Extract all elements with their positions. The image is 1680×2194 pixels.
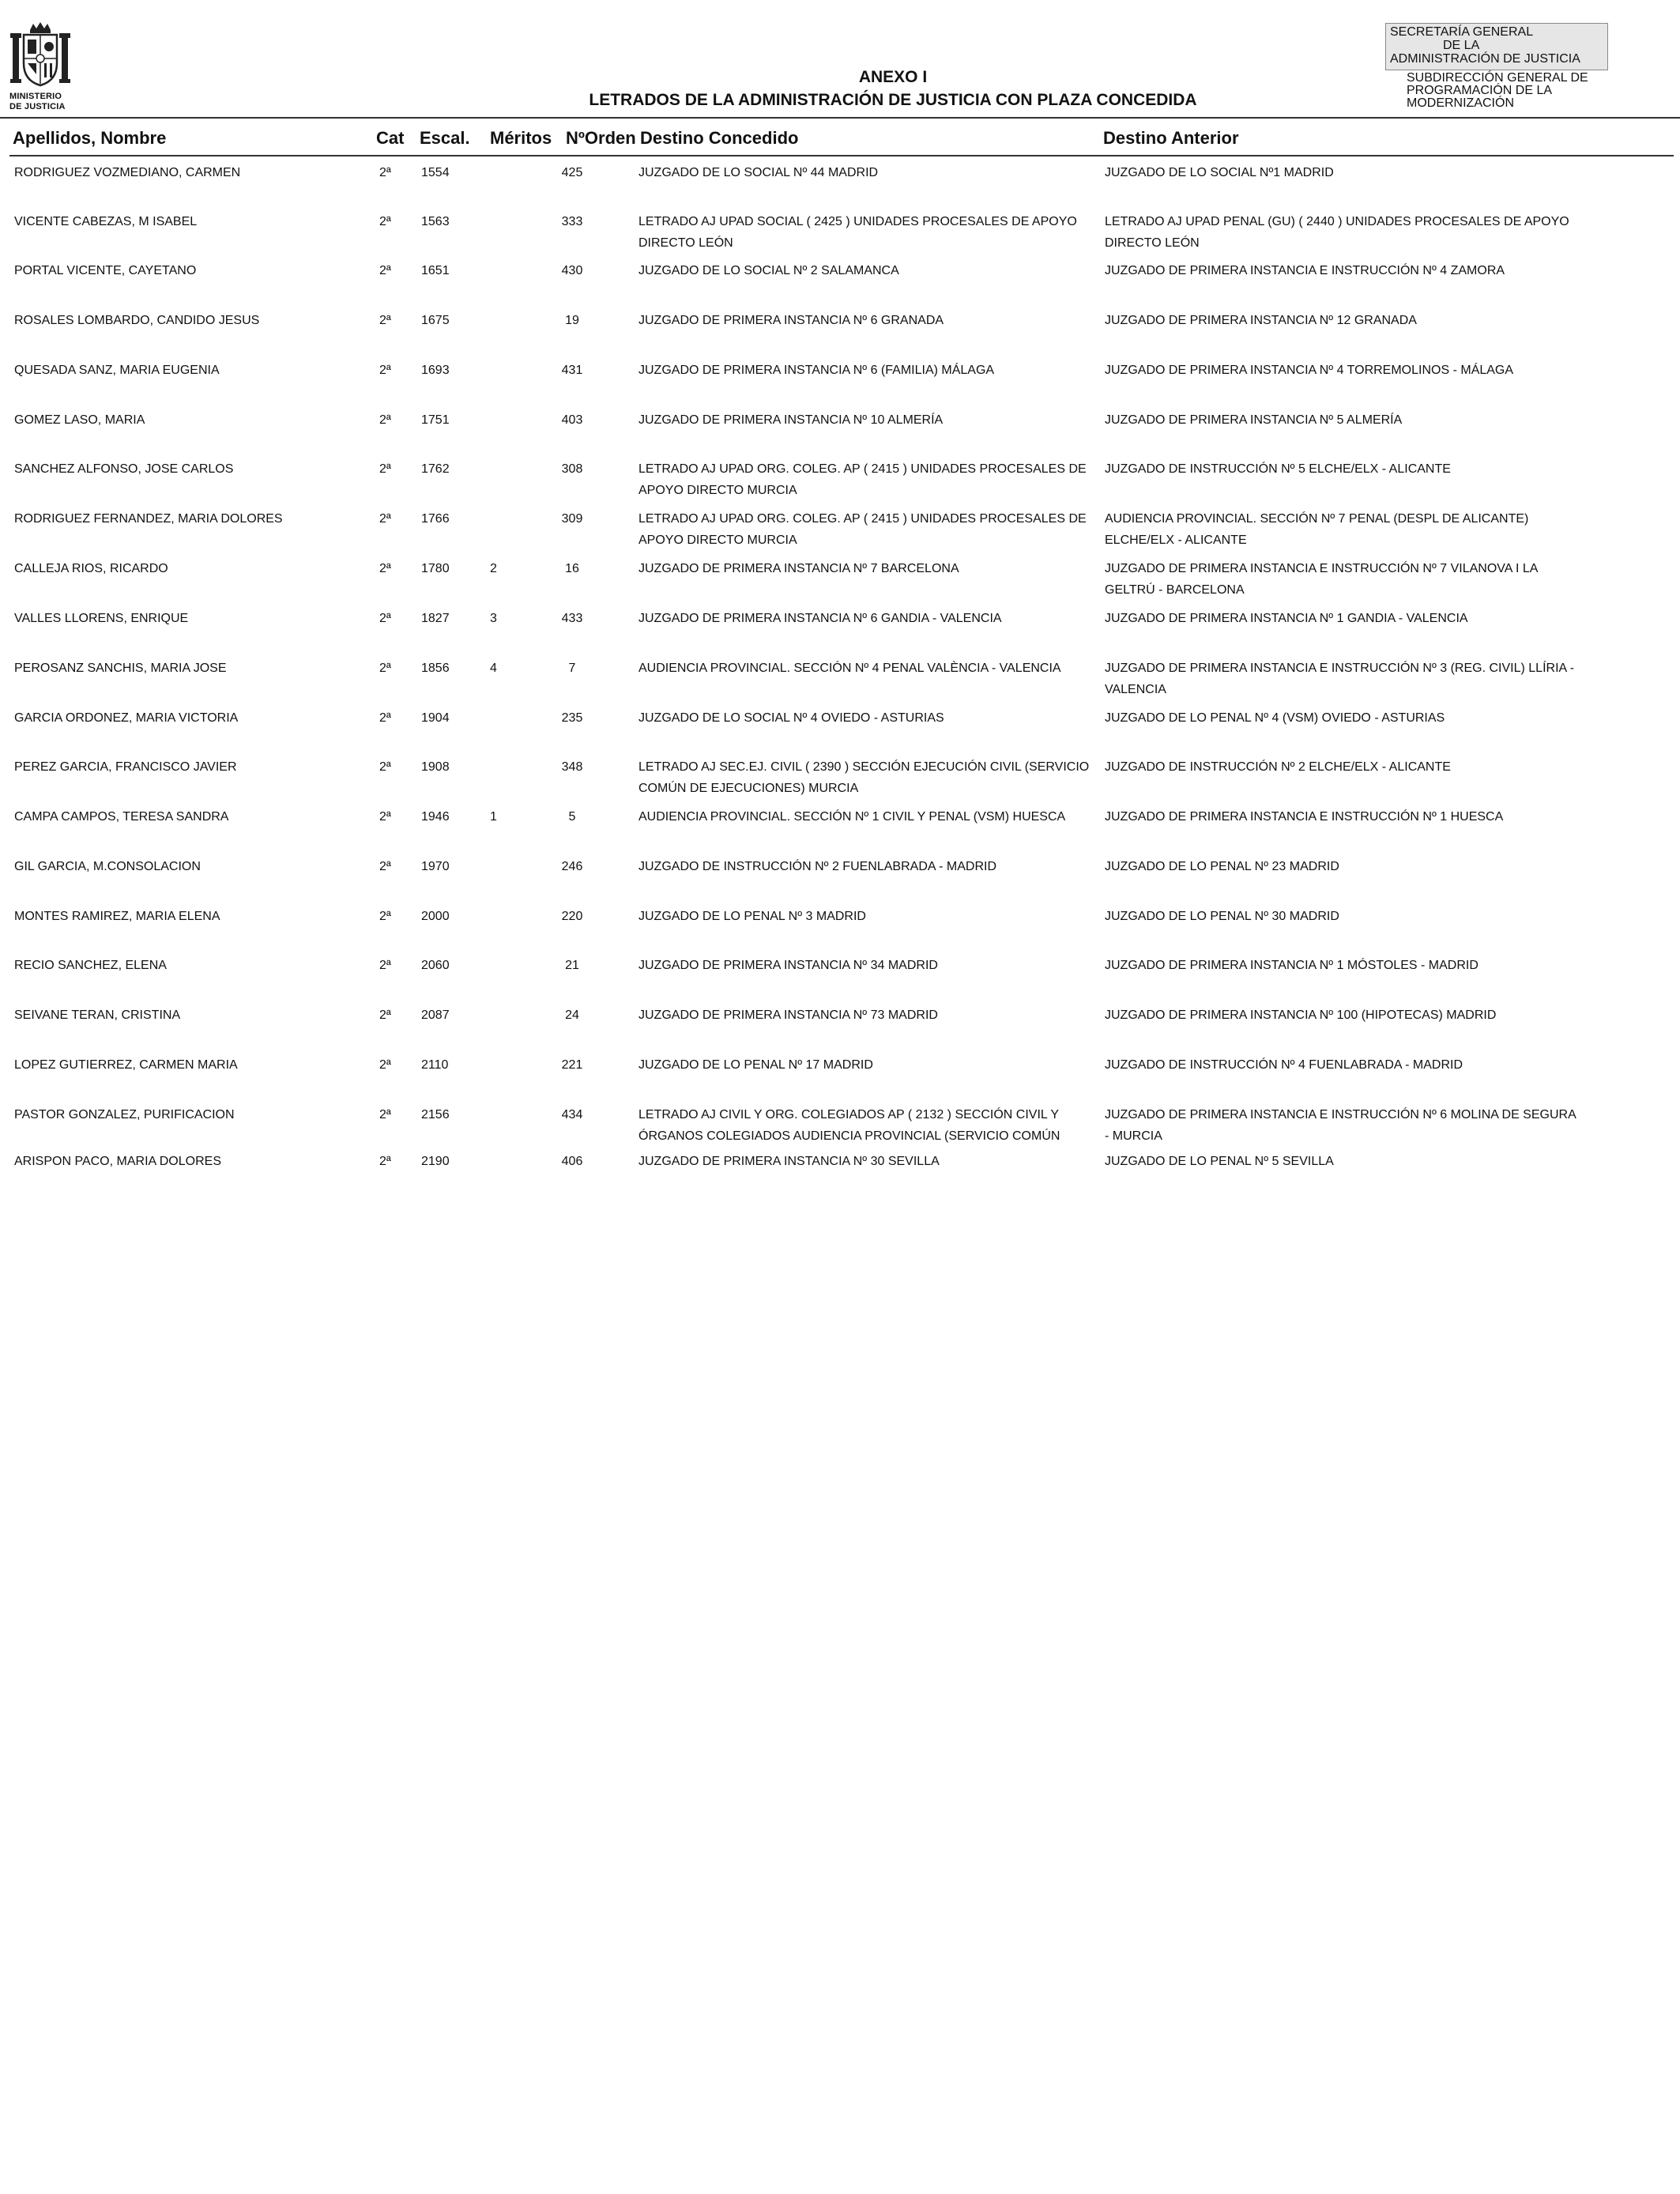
- table-row: [0, 906, 1680, 953]
- row-orden: 406: [561, 1155, 583, 1168]
- table-row: [0, 360, 1680, 407]
- row-anterior: JUZGADO DE PRIMERA INSTANCIA E INSTRUCCIÓN Nº 6 MOLINA DE SEGURA - MURCIA: [1105, 1108, 1576, 1143]
- row-cat: 2ª: [379, 413, 391, 427]
- row-escal: 1856: [421, 662, 450, 675]
- row-anterior: JUZGADO DE PRIMERA INSTANCIA E INSTRUCCIÓN Nº 7 VILANOVA I LA GELTRÚ - BARCELONA: [1105, 562, 1538, 597]
- row-cat: 2ª: [379, 1058, 391, 1072]
- table-row: [0, 1104, 1680, 1152]
- row-orden: 24: [565, 1008, 579, 1022]
- row-anterior: JUZGADO DE LO PENAL Nº 30 MADRID: [1105, 910, 1339, 923]
- row-cat: 2ª: [379, 512, 391, 526]
- row-name: GOMEZ LASO, MARIA: [14, 413, 145, 427]
- row-destino: JUZGADO DE LO SOCIAL Nº 4 OVIEDO - ASTURIAS: [638, 711, 944, 725]
- col-header-anterior: Destino Anterior: [1103, 128, 1239, 148]
- row-orden: 308: [561, 462, 583, 476]
- row-escal: 1827: [421, 612, 450, 625]
- table-row: [0, 1054, 1680, 1102]
- row-anterior: JUZGADO DE LO SOCIAL Nº1 MADRID: [1105, 166, 1334, 179]
- row-cat: 2ª: [379, 562, 391, 575]
- row-anterior: JUZGADO DE PRIMERA INSTANCIA Nº 12 GRANADA: [1105, 314, 1417, 327]
- row-destino: JUZGADO DE LO PENAL Nº 3 MADRID: [638, 910, 866, 923]
- row-cat: 2ª: [379, 1108, 391, 1122]
- row-name: RECIO SANCHEZ, ELENA: [14, 959, 167, 972]
- row-name: VALLES LLORENS, ENRIQUE: [14, 612, 189, 625]
- row-name: PEROSANZ SANCHIS, MARIA JOSE: [14, 662, 227, 675]
- row-anterior: JUZGADO DE PRIMERA INSTANCIA E INSTRUCCIÓN Nº 4 ZAMORA: [1105, 264, 1505, 277]
- col-header-escal: Escal.: [420, 128, 470, 148]
- row-name: RODRIGUEZ FERNANDEZ, MARIA DOLORES: [14, 512, 283, 526]
- row-cat: 2ª: [379, 860, 391, 873]
- row-destino: JUZGADO DE LO SOCIAL Nº 2 SALAMANCA: [638, 264, 899, 277]
- secretaria-line2: DE LA: [1443, 39, 1480, 52]
- row-name: SANCHEZ ALFONSO, JOSE CARLOS: [14, 462, 234, 476]
- document-title: LETRADOS DE LA ADMINISTRACIÓN DE JUSTICIA CON PLAZA CONCEDIDA: [589, 91, 1197, 109]
- row-cat: 2ª: [379, 711, 391, 725]
- row-escal: 2110: [421, 1058, 449, 1072]
- table-row: [0, 608, 1680, 655]
- row-destino: JUZGADO DE PRIMERA INSTANCIA Nº 6 GRANADA: [638, 314, 944, 327]
- table-row: [0, 1151, 1680, 1198]
- row-orden: 348: [561, 760, 583, 774]
- table-row: [0, 806, 1680, 854]
- row-meritos: 3: [490, 612, 497, 625]
- row-escal: 2087: [421, 1008, 450, 1022]
- row-anterior: JUZGADO DE PRIMERA INSTANCIA Nº 1 GANDIA - VALENCIA: [1105, 612, 1468, 625]
- row-name: PEREZ GARCIA, FRANCISCO JAVIER: [14, 760, 237, 774]
- row-escal: 1766: [421, 512, 450, 526]
- row-cat: 2ª: [379, 662, 391, 675]
- col-header-meritos: Méritos: [490, 128, 552, 148]
- row-escal: 1554: [421, 166, 450, 179]
- row-name: GIL GARCIA, M.CONSOLACION: [14, 860, 201, 873]
- table-row: [0, 955, 1680, 1002]
- row-orden: 16: [565, 562, 579, 575]
- row-name: PASTOR GONZALEZ, PURIFICACION: [14, 1108, 235, 1122]
- row-orden: 221: [561, 1058, 583, 1072]
- row-orden: 431: [561, 364, 583, 377]
- row-escal: 1675: [421, 314, 450, 327]
- row-destino: LETRADO AJ UPAD SOCIAL ( 2425 ) UNIDADES PROCESALES DE APOYO DIRECTO LEÓN: [638, 215, 1077, 250]
- row-escal: 2000: [421, 910, 450, 923]
- row-escal: 1651: [421, 264, 450, 277]
- row-orden: 403: [561, 413, 583, 427]
- row-escal: 1970: [421, 860, 450, 873]
- row-anterior: JUZGADO DE PRIMERA INSTANCIA Nº 4 TORREMOLINOS - MÁLAGA: [1105, 364, 1514, 377]
- secretaria-box: [1385, 23, 1608, 70]
- row-escal: 1563: [421, 215, 450, 228]
- header-divider: [0, 117, 1680, 119]
- row-name: CAMPA CAMPOS, TERESA SANDRA: [14, 810, 229, 824]
- table-row: [0, 508, 1680, 556]
- row-escal: 2156: [421, 1108, 450, 1122]
- row-destino: JUZGADO DE INSTRUCCIÓN Nº 2 FUENLABRADA - MADRID: [638, 860, 996, 873]
- row-name: RODRIGUEZ VOZMEDIANO, CARMEN: [14, 166, 241, 179]
- row-destino: JUZGADO DE PRIMERA INSTANCIA Nº 7 BARCELONA: [638, 562, 959, 575]
- row-destino: LETRADO AJ UPAD ORG. COLEG. AP ( 2415 ) UNIDADES PROCESALES DE APOYO DIRECTO MURCIA: [638, 512, 1087, 547]
- row-orden: 7: [568, 662, 576, 675]
- row-destino: JUZGADO DE PRIMERA INSTANCIA Nº 34 MADRID: [638, 959, 938, 972]
- row-destino: JUZGADO DE PRIMERA INSTANCIA Nº 6 GANDIA - VALENCIA: [638, 612, 1002, 625]
- row-destino: JUZGADO DE PRIMERA INSTANCIA Nº 6 (FAMILIA) MÁLAGA: [638, 364, 995, 377]
- row-destino: AUDIENCIA PROVINCIAL. SECCIÓN Nº 1 CIVIL Y PENAL (VSM) HUESCA: [638, 810, 1066, 824]
- row-escal: 2060: [421, 959, 450, 972]
- annex-title: ANEXO I: [858, 68, 928, 86]
- row-orden: 220: [561, 910, 583, 923]
- table-row: [0, 558, 1680, 605]
- row-cat: 2ª: [379, 1155, 391, 1168]
- table-row: [0, 162, 1680, 209]
- row-cat: 2ª: [379, 314, 391, 327]
- row-anterior: JUZGADO DE LO PENAL Nº 4 (VSM) OVIEDO - ASTURIAS: [1105, 711, 1445, 725]
- logo-text-line2: DE JUSTICIA: [9, 102, 66, 111]
- logo-text-line1: MINISTERIO: [9, 92, 62, 101]
- row-destino: JUZGADO DE LO SOCIAL Nº 44 MADRID: [638, 166, 879, 179]
- row-anterior: JUZGADO DE INSTRUCCIÓN Nº 5 ELCHE/ELX - ALICANTE: [1105, 462, 1451, 476]
- row-cat: 2ª: [379, 959, 391, 972]
- column-header-divider: [9, 155, 1674, 156]
- row-cat: 2ª: [379, 462, 391, 476]
- row-anterior: JUZGADO DE INSTRUCCIÓN Nº 2 ELCHE/ELX - ALICANTE: [1105, 760, 1451, 774]
- subdireccion-line2: PROGRAMACIÓN DE LA: [1407, 84, 1553, 97]
- row-cat: 2ª: [379, 760, 391, 774]
- row-name: LOPEZ GUTIERREZ, CARMEN MARIA: [14, 1058, 238, 1072]
- row-name: GARCIA ORDONEZ, MARIA VICTORIA: [14, 711, 239, 725]
- col-header-orden: NºOrden: [566, 128, 636, 148]
- row-destino: JUZGADO DE PRIMERA INSTANCIA Nº 73 MADRID: [638, 1008, 938, 1022]
- table-row: [0, 658, 1680, 705]
- row-anterior: JUZGADO DE PRIMERA INSTANCIA E INSTRUCCIÓN Nº 1 HUESCA: [1105, 810, 1504, 824]
- row-orden: 425: [561, 166, 583, 179]
- row-anterior: JUZGADO DE PRIMERA INSTANCIA Nº 1 MÓSTOLES - MADRID: [1105, 959, 1478, 972]
- secretaria-line1: SECRETARÍA GENERAL: [1390, 25, 1534, 39]
- table-row: [0, 409, 1680, 457]
- subdireccion-line1: SUBDIRECCIÓN GENERAL DE: [1407, 71, 1588, 85]
- row-meritos: 4: [490, 662, 497, 675]
- table-row: [0, 1005, 1680, 1052]
- row-name: CALLEJA RIOS, RICARDO: [14, 562, 168, 575]
- row-name: ARISPON PACO, MARIA DOLORES: [14, 1155, 221, 1168]
- row-cat: 2ª: [379, 264, 391, 277]
- row-anterior: JUZGADO DE INSTRUCCIÓN Nº 4 FUENLABRADA - MADRID: [1105, 1058, 1463, 1072]
- row-anterior: JUZGADO DE PRIMERA INSTANCIA Nº 100 (HIPOTECAS) MADRID: [1105, 1008, 1497, 1022]
- row-name: ROSALES LOMBARDO, CANDIDO JESUS: [14, 314, 260, 327]
- table-row: [0, 707, 1680, 755]
- row-name: SEIVANE TERAN, CRISTINA: [14, 1008, 181, 1022]
- row-meritos: 2: [490, 562, 497, 575]
- row-cat: 2ª: [379, 364, 391, 377]
- row-escal: 1908: [421, 760, 450, 774]
- row-destino: JUZGADO DE LO PENAL Nº 17 MADRID: [638, 1058, 873, 1072]
- row-orden: 434: [561, 1108, 583, 1122]
- row-escal: 1904: [421, 711, 450, 725]
- row-orden: 430: [561, 264, 583, 277]
- row-anterior: JUZGADO DE LO PENAL Nº 5 SEVILLA: [1105, 1155, 1334, 1168]
- row-cat: 2ª: [379, 810, 391, 824]
- secretaria-line3: ADMINISTRACIÓN DE JUSTICIA: [1390, 52, 1580, 66]
- table-row: [0, 458, 1680, 506]
- row-orden: 433: [561, 612, 583, 625]
- row-anterior: AUDIENCIA PROVINCIAL. SECCIÓN Nº 7 PENAL (DESPL DE ALICANTE) ELCHE/ELX - ALICANTE: [1105, 512, 1529, 547]
- row-orden: 5: [568, 810, 576, 824]
- row-escal: 1762: [421, 462, 450, 476]
- row-anterior: JUZGADO DE PRIMERA INSTANCIA Nº 5 ALMERÍA: [1105, 413, 1403, 427]
- table-row: [0, 211, 1680, 258]
- table-row: [0, 310, 1680, 357]
- row-destino: JUZGADO DE PRIMERA INSTANCIA Nº 30 SEVILLA: [638, 1155, 940, 1168]
- row-destino: LETRADO AJ UPAD ORG. COLEG. AP ( 2415 ) UNIDADES PROCESALES DE APOYO DIRECTO MURCIA: [638, 462, 1087, 497]
- row-destino: LETRADO AJ SEC.EJ. CIVIL ( 2390 ) SECCIÓN EJECUCIÓN CIVIL (SERVICIO COMÚN DE EJECUCIONES) MURCIA: [638, 760, 1090, 795]
- row-escal: 1693: [421, 364, 450, 377]
- col-header-name: Apellidos, Nombre: [13, 128, 167, 148]
- row-escal: 1751: [421, 413, 450, 427]
- row-destino: JUZGADO DE PRIMERA INSTANCIA Nº 10 ALMERÍA: [638, 413, 944, 427]
- row-orden: 309: [561, 512, 583, 526]
- row-cat: 2ª: [379, 215, 391, 228]
- row-orden: 333: [561, 215, 583, 228]
- row-cat: 2ª: [379, 166, 391, 179]
- row-anterior: LETRADO AJ UPAD PENAL (GU) ( 2440 ) UNIDADES PROCESALES DE APOYO DIRECTO LEÓN: [1105, 215, 1569, 250]
- row-name: QUESADA SANZ, MARIA EUGENIA: [14, 364, 220, 377]
- table-row: [0, 756, 1680, 804]
- row-orden: 21: [565, 959, 579, 972]
- row-anterior: JUZGADO DE PRIMERA INSTANCIA E INSTRUCCIÓN Nº 3 (REG. CIVIL) LLÍRIA - VALENCIA: [1105, 662, 1575, 696]
- row-meritos: 1: [490, 810, 497, 824]
- row-escal: 1946: [421, 810, 450, 824]
- row-orden: 246: [561, 860, 583, 873]
- row-cat: 2ª: [379, 910, 391, 923]
- row-name: MONTES RAMIREZ, MARIA ELENA: [14, 910, 220, 923]
- row-name: VICENTE CABEZAS, M ISABEL: [14, 215, 198, 228]
- row-destino: AUDIENCIA PROVINCIAL. SECCIÓN Nº 4 PENAL VALÈNCIA - VALENCIA: [638, 662, 1061, 675]
- row-name: PORTAL VICENTE, CAYETANO: [14, 264, 197, 277]
- col-header-destino: Destino Concedido: [640, 128, 799, 148]
- table-row: [0, 856, 1680, 903]
- row-orden: 235: [561, 711, 583, 725]
- row-anterior: JUZGADO DE LO PENAL Nº 23 MADRID: [1105, 860, 1339, 873]
- table-row: [0, 260, 1680, 307]
- row-orden: 19: [565, 314, 579, 327]
- col-header-cat: Cat: [376, 128, 405, 148]
- row-escal: 1780: [421, 562, 450, 575]
- subdireccion-block: [1407, 72, 1588, 110]
- row-cat: 2ª: [379, 612, 391, 625]
- row-escal: 2190: [421, 1155, 450, 1168]
- subdireccion-line3: MODERNIZACIÓN: [1407, 96, 1514, 110]
- row-cat: 2ª: [379, 1008, 391, 1022]
- row-destino: LETRADO AJ CIVIL Y ORG. COLEGIADOS AP ( 2132 ) SECCIÓN CIVIL Y ÓRGANOS COLEGIADOS AUDIENCIA PROVINCIAL (SERVICIO COMÚN: [638, 1108, 1060, 1143]
